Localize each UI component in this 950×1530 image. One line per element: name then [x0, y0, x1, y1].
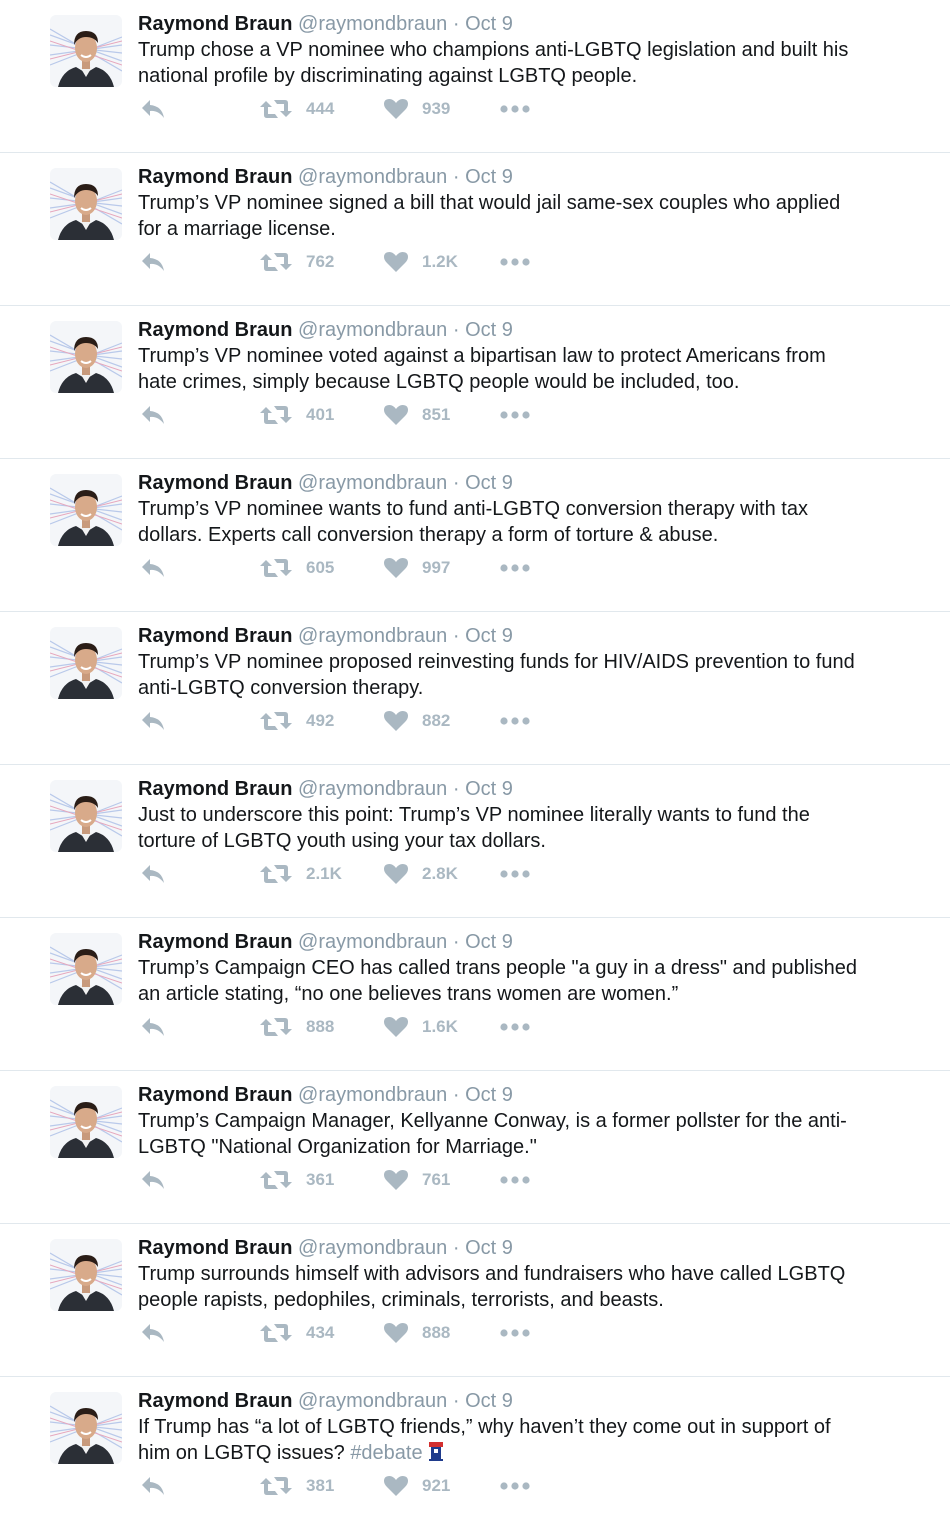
tweet	[0, 765, 950, 918]
retweet-button[interactable]	[260, 1320, 334, 1346]
retweet-icon	[260, 1475, 292, 1497]
tweet-text	[138, 343, 930, 395]
tweet-date[interactable]: Oct 9	[465, 1084, 513, 1106]
more-icon	[500, 257, 530, 267]
tweet-header	[138, 317, 930, 343]
retweet-count: 444	[306, 99, 335, 118]
retweet-button[interactable]	[260, 1014, 334, 1040]
separator-dot: ·	[447, 1237, 466, 1259]
more-icon	[500, 1481, 530, 1491]
retweet-button[interactable]	[260, 402, 334, 428]
tweet-content	[138, 929, 930, 1007]
heart-icon	[384, 251, 408, 273]
tweet-text	[138, 649, 930, 701]
tweet	[0, 1377, 950, 1530]
author-name[interactable]: Raymond Braun	[138, 13, 293, 35]
more-button[interactable]	[500, 861, 530, 887]
more-button[interactable]	[500, 1014, 530, 1040]
like-count: 882	[422, 711, 451, 730]
more-button[interactable]	[500, 555, 530, 581]
heart-icon	[384, 404, 408, 426]
like-button[interactable]	[384, 249, 458, 275]
more-icon	[500, 1022, 530, 1032]
more-icon	[500, 410, 530, 420]
separator-dot: ·	[447, 319, 466, 341]
author-name[interactable]: Raymond Braun	[138, 472, 293, 494]
avatar[interactable]	[50, 933, 122, 1005]
reply-icon	[140, 404, 166, 426]
podium-emoji-icon	[427, 1440, 445, 1469]
tweet-date[interactable]: Oct 9	[465, 931, 513, 953]
separator-dot: ·	[447, 1390, 466, 1412]
retweet-icon	[260, 98, 292, 120]
tweet-text-line: Trump’s VP nominee voted against a bipartisan law to protect Americans from	[138, 345, 826, 367]
retweet-button[interactable]	[260, 1167, 334, 1193]
tweet-date[interactable]: Oct 9	[465, 166, 513, 188]
reply-button[interactable]	[140, 1167, 166, 1193]
separator-dot: ·	[447, 1084, 466, 1106]
retweet-icon	[260, 1016, 292, 1038]
tweet-text	[138, 496, 930, 548]
tweet-text-line: Trump’s VP nominee wants to fund anti-LGBTQ conversion therapy with tax	[138, 498, 808, 520]
tweet-date[interactable]: Oct 9	[465, 625, 513, 647]
heart-icon	[384, 710, 408, 732]
avatar[interactable]	[50, 168, 122, 240]
retweet-icon	[260, 404, 292, 426]
author-handle[interactable]: @raymondbraun	[298, 319, 448, 341]
retweet-count: 401	[306, 405, 335, 424]
author-handle[interactable]: @raymondbraun	[298, 1390, 448, 1412]
avatar[interactable]	[50, 321, 122, 393]
reply-icon	[140, 1322, 166, 1344]
tweet-header	[138, 1082, 930, 1108]
retweet-button[interactable]	[260, 708, 334, 734]
author-handle[interactable]: @raymondbraun	[298, 778, 448, 800]
heart-icon	[384, 863, 408, 885]
tweet-text-line: anti-LGBTQ conversion therapy.	[138, 677, 424, 699]
tweet-header	[138, 1388, 930, 1414]
tweet-header	[138, 164, 930, 190]
author-name[interactable]: Raymond Braun	[138, 1237, 293, 1259]
retweet-button[interactable]	[260, 555, 334, 581]
more-button[interactable]	[500, 249, 530, 275]
heart-icon	[384, 98, 408, 120]
tweet	[0, 153, 950, 306]
more-icon	[500, 716, 530, 726]
tweet-content	[138, 317, 930, 395]
author-name[interactable]: Raymond Braun	[138, 1390, 293, 1412]
separator-dot: ·	[447, 625, 466, 647]
heart-icon	[384, 557, 408, 579]
reply-button[interactable]	[140, 1473, 166, 1499]
reply-icon	[140, 710, 166, 732]
tweet-text	[138, 1261, 930, 1313]
reply-icon	[140, 863, 166, 885]
tweet-content	[138, 776, 930, 854]
more-icon	[500, 869, 530, 879]
tweet-header	[138, 11, 930, 37]
author-name[interactable]: Raymond Braun	[138, 625, 293, 647]
avatar[interactable]	[50, 15, 122, 87]
tweet-text-line: Trump’s VP nominee signed a bill that would jail same-sex couples who applied	[138, 192, 841, 214]
retweet-icon	[260, 1322, 292, 1344]
like-button[interactable]	[384, 1014, 458, 1040]
like-count: 851	[422, 405, 451, 424]
heart-icon	[384, 1169, 408, 1191]
reply-button[interactable]	[140, 1014, 166, 1040]
tweet-text-line: an article stating, “no one believes trans women are women.”	[138, 983, 679, 1005]
tweet-actions	[138, 861, 558, 887]
tweet-header	[138, 929, 930, 955]
more-button[interactable]	[500, 1473, 530, 1499]
tweet-text	[138, 190, 930, 242]
retweet-icon	[260, 1169, 292, 1191]
more-icon	[500, 1175, 530, 1185]
more-icon	[500, 563, 530, 573]
author-name[interactable]: Raymond Braun	[138, 319, 293, 341]
separator-dot: ·	[447, 13, 466, 35]
more-button[interactable]	[500, 708, 530, 734]
tweet-text-line: LGBTQ "National Organization for Marriage."	[138, 1136, 537, 1158]
retweet-count: 762	[306, 252, 335, 271]
like-button[interactable]	[384, 402, 450, 428]
reply-icon	[140, 1016, 166, 1038]
avatar[interactable]	[50, 780, 122, 852]
author-name[interactable]: Raymond Braun	[138, 778, 293, 800]
tweet-date[interactable]: Oct 9	[465, 1390, 513, 1412]
separator-dot: ·	[447, 166, 466, 188]
tweet-date[interactable]: Oct 9	[465, 319, 513, 341]
tweet-text-line: hate crimes, simply because LGBTQ people would be included, too.	[138, 371, 740, 393]
avatar[interactable]	[50, 474, 122, 546]
retweet-icon	[260, 251, 292, 273]
more-button[interactable]	[500, 1167, 530, 1193]
author-name[interactable]: Raymond Braun	[138, 931, 293, 953]
tweet-content	[138, 623, 930, 701]
reply-button[interactable]	[140, 861, 166, 887]
heart-icon	[384, 1322, 408, 1344]
tweet-text	[138, 955, 930, 1007]
like-count: 2.8K	[422, 864, 458, 883]
tweet-content	[138, 1082, 930, 1160]
tweet	[0, 1224, 950, 1377]
like-count: 761	[422, 1170, 451, 1189]
avatar[interactable]	[50, 1239, 122, 1311]
reply-icon	[140, 1169, 166, 1191]
like-count: 939	[422, 99, 451, 118]
retweet-count: 381	[306, 1476, 335, 1495]
like-button[interactable]	[384, 555, 450, 581]
tweet-actions	[138, 555, 558, 581]
tweet-text-line: dollars. Experts call conversion therapy a form of torture & abuse.	[138, 524, 719, 546]
tweet-header	[138, 470, 930, 496]
tweet-actions	[138, 249, 558, 275]
more-icon	[500, 1328, 530, 1338]
reply-button[interactable]	[140, 708, 166, 734]
avatar[interactable]	[50, 1392, 122, 1464]
retweet-icon	[260, 863, 292, 885]
retweet-count: 492	[306, 711, 335, 730]
author-name[interactable]: Raymond Braun	[138, 166, 293, 188]
retweet-count: 605	[306, 558, 335, 577]
more-icon	[500, 104, 530, 114]
retweet-button[interactable]	[260, 1473, 334, 1499]
retweet-count: 2.1K	[306, 864, 342, 883]
tweet-header	[138, 1235, 930, 1261]
tweet-date[interactable]: Oct 9	[465, 778, 513, 800]
author-name[interactable]: Raymond Braun	[138, 1084, 293, 1106]
more-button[interactable]	[500, 1320, 530, 1346]
tweet-text-line: him on LGBTQ issues? #debate	[138, 1440, 930, 1469]
reply-icon	[140, 1475, 166, 1497]
author-handle[interactable]: @raymondbraun	[298, 472, 448, 494]
like-count: 921	[422, 1476, 451, 1495]
tweet-text-line: torture of LGBTQ youth using your tax dollars.	[138, 830, 546, 852]
heart-icon	[384, 1475, 408, 1497]
tweet-actions	[138, 1473, 558, 1499]
retweet-count: 361	[306, 1170, 335, 1189]
more-button[interactable]	[500, 96, 530, 122]
author-handle[interactable]: @raymondbraun	[298, 166, 448, 188]
like-count: 1.6K	[422, 1017, 458, 1036]
tweet-text-line: Trump chose a VP nominee who champions anti-LGBTQ legislation and built his	[138, 39, 849, 61]
tweet-actions	[138, 1167, 558, 1193]
reply-button[interactable]	[140, 96, 166, 122]
tweet-text-line: for a marriage license.	[138, 218, 336, 240]
tweet	[0, 0, 950, 153]
author-handle[interactable]: @raymondbraun	[298, 931, 448, 953]
tweet-text-line: national profile by discriminating against LGBTQ people.	[138, 65, 638, 87]
separator-dot: ·	[447, 931, 466, 953]
reply-button[interactable]	[140, 249, 166, 275]
tweet-content	[138, 1235, 930, 1313]
avatar[interactable]	[50, 627, 122, 699]
retweet-button[interactable]	[260, 861, 342, 887]
tweet-text	[138, 802, 930, 854]
tweet	[0, 918, 950, 1071]
avatar[interactable]	[50, 1086, 122, 1158]
tweet-text-line: Trump surrounds himself with advisors and fundraisers who have called LGBTQ	[138, 1263, 846, 1285]
tweet	[0, 612, 950, 765]
like-button[interactable]	[384, 708, 450, 734]
author-handle[interactable]: @raymondbraun	[298, 1237, 448, 1259]
tweet-text-line: Trump’s VP nominee proposed reinvesting funds for HIV/AIDS prevention to fund	[138, 651, 855, 673]
retweet-count: 888	[306, 1017, 335, 1036]
tweet	[0, 1071, 950, 1224]
tweet-header	[138, 776, 930, 802]
like-button[interactable]	[384, 1473, 450, 1499]
tweet-date[interactable]: Oct 9	[465, 472, 513, 494]
tweet-actions	[138, 708, 558, 734]
tweet-content	[138, 470, 930, 548]
tweet-text-line: Just to underscore this point: Trump’s VP nominee literally wants to fund the	[138, 804, 810, 826]
tweet	[0, 459, 950, 612]
author-handle[interactable]: @raymondbraun	[298, 625, 448, 647]
separator-dot: ·	[447, 472, 466, 494]
tweet-text-line: people rapists, pedophiles, criminals, terrorists, and beasts.	[138, 1289, 664, 1311]
like-button[interactable]	[384, 861, 458, 887]
reply-icon	[140, 557, 166, 579]
reply-button[interactable]	[140, 1320, 166, 1346]
retweet-icon	[260, 710, 292, 732]
retweet-button[interactable]	[260, 249, 334, 275]
tweet-text-line: Trump’s Campaign CEO has called trans people "a guy in a dress" and published	[138, 957, 858, 979]
tweet-header	[138, 623, 930, 649]
reply-icon	[140, 98, 166, 120]
author-handle[interactable]: @raymondbraun	[298, 13, 448, 35]
tweet-content	[138, 11, 930, 89]
reply-button[interactable]	[140, 555, 166, 581]
tweet-actions	[138, 1014, 558, 1040]
tweet-content	[138, 1388, 930, 1469]
retweet-count: 434	[306, 1323, 335, 1342]
tweet-text-line: Trump’s Campaign Manager, Kellyanne Conway, is a former pollster for the anti-	[138, 1110, 847, 1132]
hashtag-link[interactable]: #debate	[350, 1442, 423, 1464]
tweet-date[interactable]: Oct 9	[465, 1237, 513, 1259]
like-button[interactable]	[384, 96, 450, 122]
heart-icon	[384, 1016, 408, 1038]
tweet-text	[138, 1414, 930, 1469]
author-handle[interactable]: @raymondbraun	[298, 1084, 448, 1106]
retweet-icon	[260, 557, 292, 579]
more-button[interactable]	[500, 402, 530, 428]
reply-icon	[140, 251, 166, 273]
like-button[interactable]	[384, 1320, 450, 1346]
tweet-actions	[138, 402, 558, 428]
tweet	[0, 306, 950, 459]
tweet-text	[138, 37, 930, 89]
like-count: 1.2K	[422, 252, 458, 271]
tweet-date[interactable]: Oct 9	[465, 13, 513, 35]
like-count: 888	[422, 1323, 451, 1342]
separator-dot: ·	[447, 778, 466, 800]
reply-button[interactable]	[140, 402, 166, 428]
tweet-actions	[138, 1320, 558, 1346]
tweet-text	[138, 1108, 930, 1160]
like-button[interactable]	[384, 1167, 450, 1193]
retweet-button[interactable]	[260, 96, 334, 122]
tweet-text-line: If Trump has “a lot of LGBTQ friends,” why haven’t they come out in support of	[138, 1416, 831, 1438]
tweet-content	[138, 164, 930, 242]
tweet-actions	[138, 96, 558, 122]
like-count: 997	[422, 558, 451, 577]
